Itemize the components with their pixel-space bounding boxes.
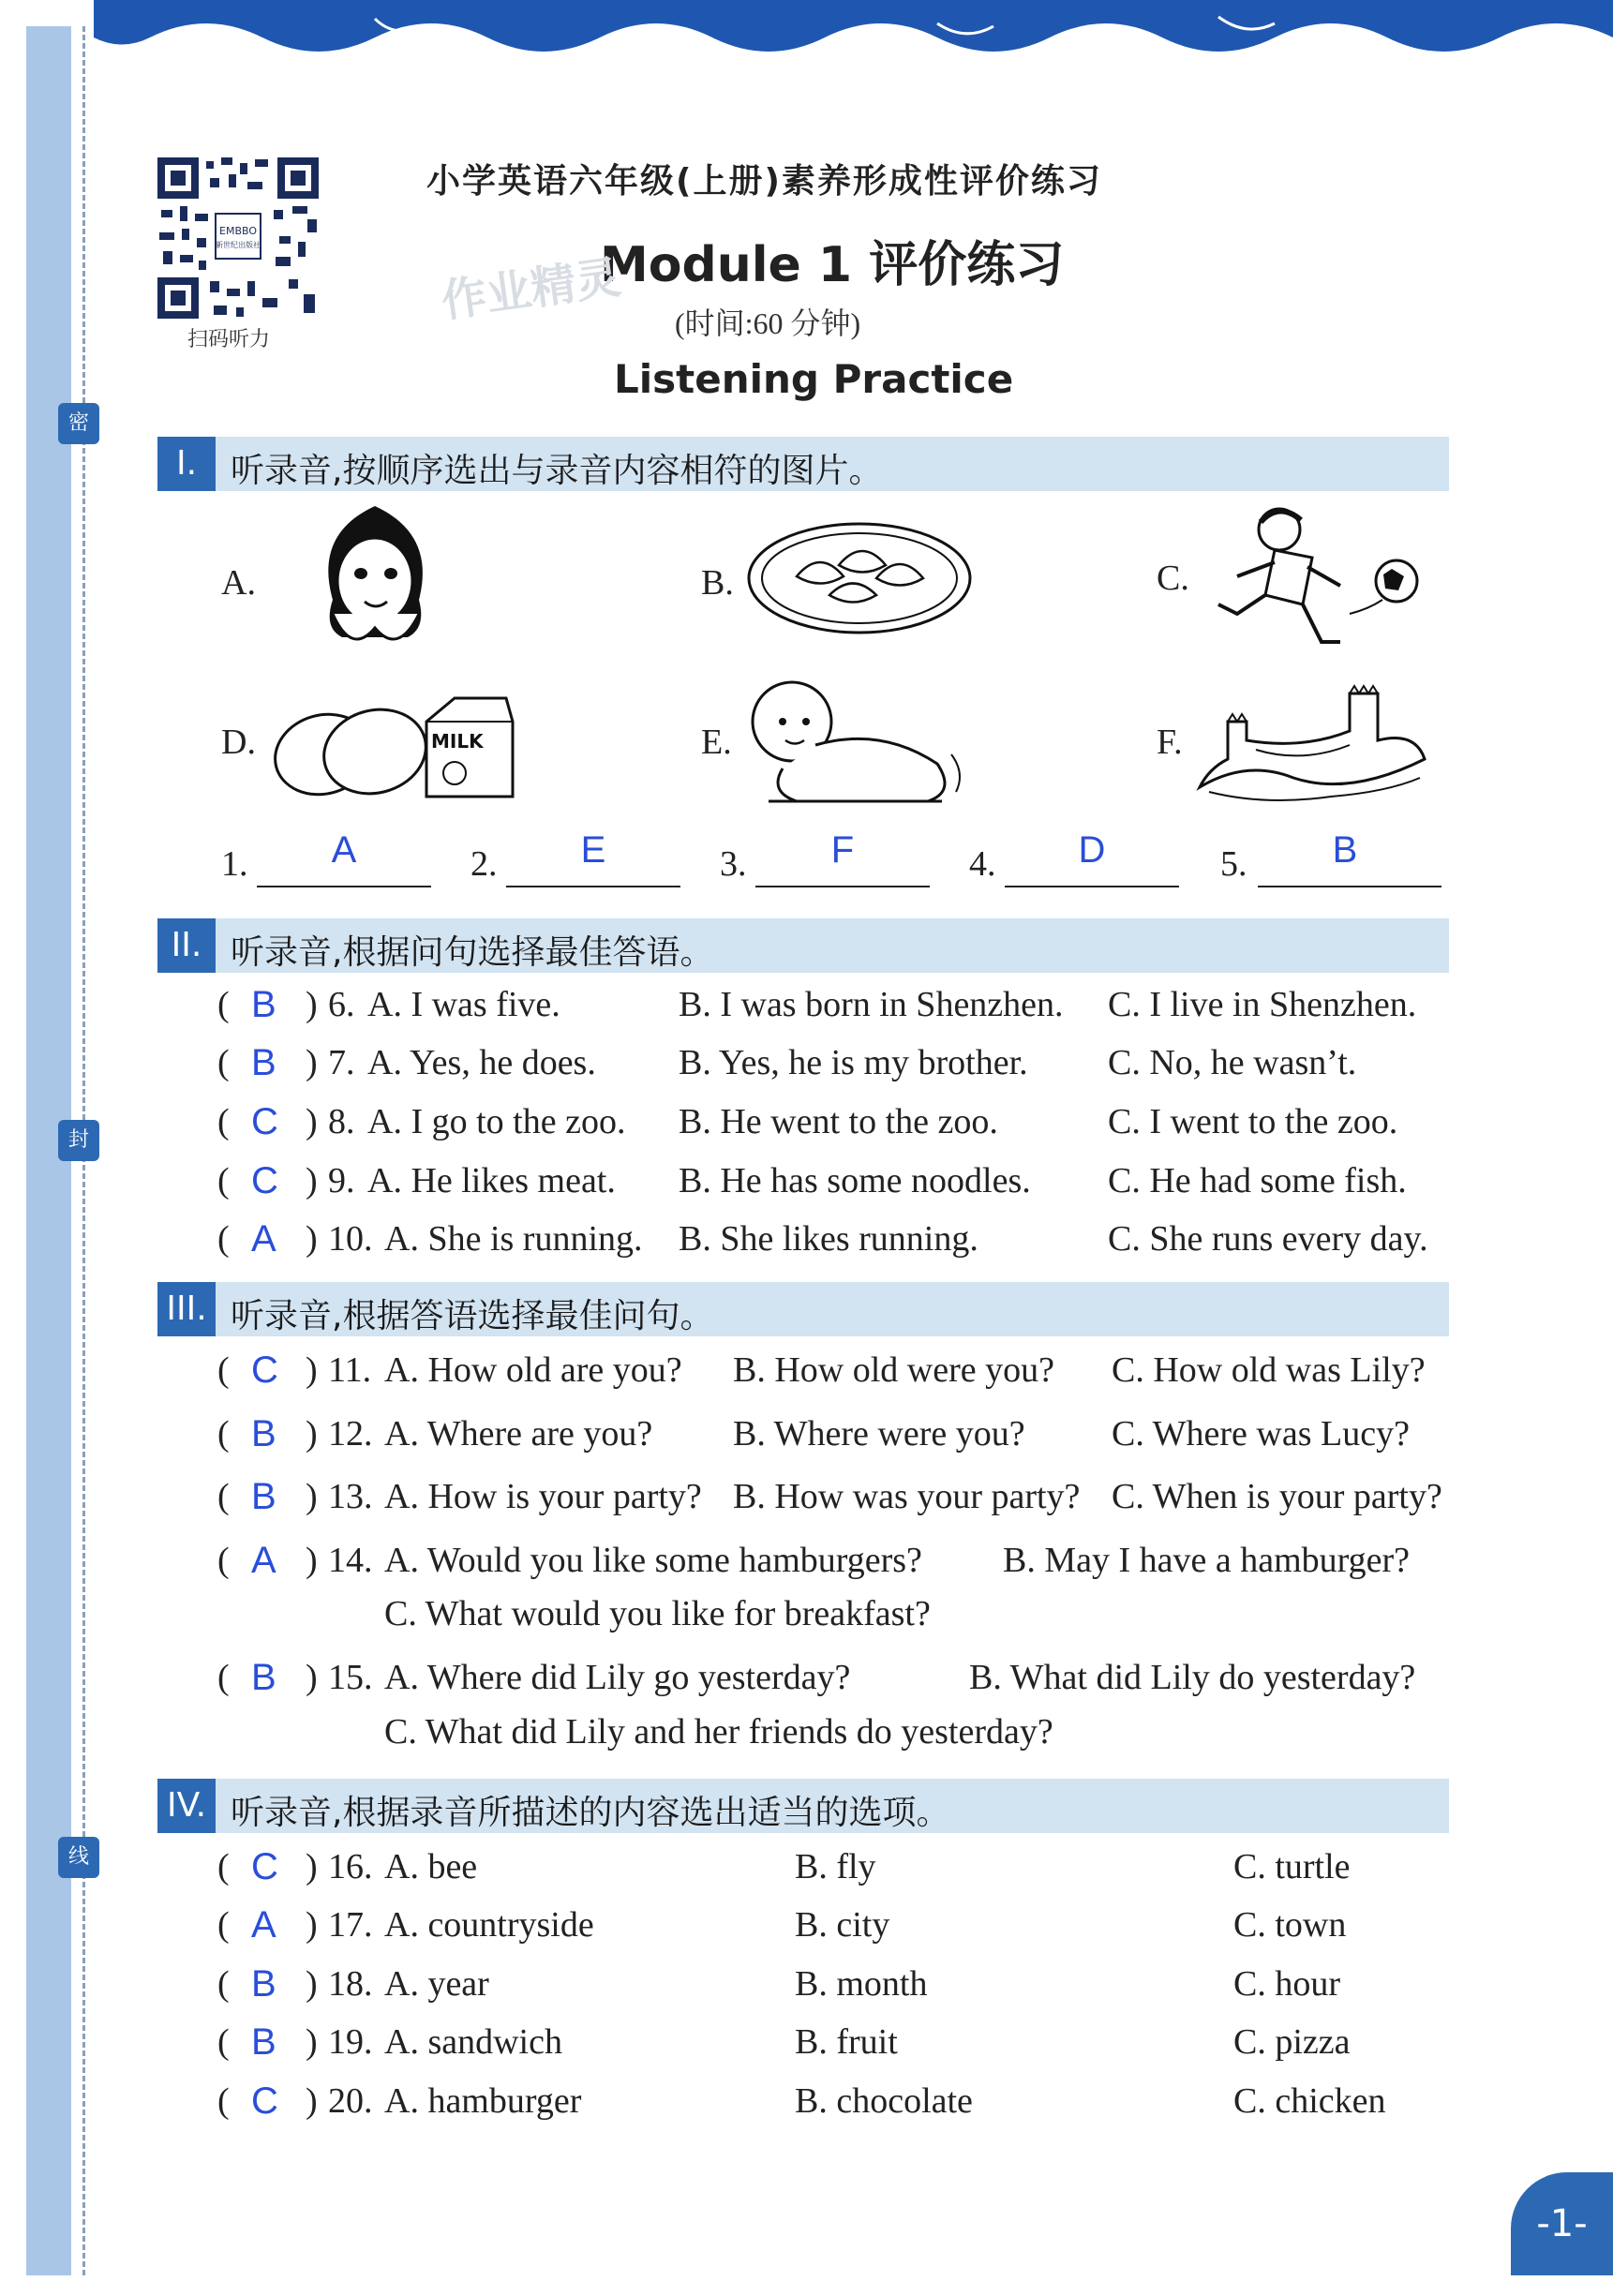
option-a: A. Where did Lily go yesterday? bbox=[384, 1658, 851, 1697]
answer-text: B bbox=[251, 2021, 276, 2063]
answer-text: C bbox=[251, 1846, 278, 1887]
question-number: 10. bbox=[328, 1219, 373, 1259]
option-c: C. What did Lily and her friends do yesterday? bbox=[384, 1712, 1053, 1752]
option-c: C. hour bbox=[1233, 1964, 1340, 2004]
blank-number: 2. bbox=[470, 844, 498, 884]
section-instruction: 听录音,根据问句选择最佳答语。 bbox=[231, 933, 714, 972]
time-label: (时间:60 分钟) bbox=[675, 306, 861, 340]
section-instruction: 听录音,按顺序选出与录音内容相符的图片。 bbox=[231, 452, 883, 490]
option-a: A. Where are you? bbox=[384, 1414, 653, 1454]
question-number: 7. bbox=[328, 1043, 355, 1082]
eggs-milk-icon bbox=[267, 684, 520, 806]
answer-text: A bbox=[331, 829, 357, 871]
answer-text: C bbox=[251, 1160, 278, 1201]
option-c: C. Where was Lucy? bbox=[1112, 1414, 1410, 1454]
section-number: II. bbox=[157, 918, 216, 973]
section-instruction: 听录音,根据答语选择最佳问句。 bbox=[231, 1297, 714, 1335]
option-c: C. town bbox=[1233, 1905, 1347, 1945]
answer-text: E bbox=[580, 829, 606, 871]
question-number: 11. bbox=[328, 1350, 372, 1390]
option-c: C. She runs every day. bbox=[1108, 1219, 1428, 1259]
option-c: C. When is your party? bbox=[1112, 1477, 1442, 1516]
answer-text: C bbox=[251, 1101, 278, 1142]
section-1-header bbox=[157, 437, 1449, 491]
page-number: -1- bbox=[1511, 2172, 1613, 2275]
question-number: 6. bbox=[328, 985, 355, 1024]
answer-text: B bbox=[251, 1657, 276, 1698]
question-number: 18. bbox=[328, 1964, 373, 2004]
answer-blank[interactable] bbox=[1258, 829, 1441, 887]
question-number: 16. bbox=[328, 1847, 373, 1886]
answer-text: C bbox=[251, 2080, 278, 2122]
answer-text: B bbox=[251, 1963, 276, 2005]
option-a: A. countryside bbox=[384, 1905, 594, 1945]
section-2-header bbox=[157, 918, 1449, 973]
question-number: 20. bbox=[328, 2081, 373, 2121]
margin-tag-line: 线 bbox=[58, 1837, 99, 1878]
series-title: 小学英语六年级(上册)素养形成性评价练习 bbox=[426, 162, 1102, 201]
section-4-header bbox=[157, 1779, 1449, 1833]
option-b: B. How was your party? bbox=[733, 1477, 1081, 1516]
answer-text: C bbox=[251, 1349, 278, 1391]
answer-text: B bbox=[251, 984, 276, 1025]
dumplings-plate-icon bbox=[745, 520, 975, 637]
picture-label-d: D. bbox=[221, 723, 256, 762]
svg-text:MILK: MILK bbox=[431, 730, 484, 753]
picture-label-b: B. bbox=[701, 563, 734, 603]
option-b: B. Where were you? bbox=[733, 1414, 1025, 1454]
blank-number: 1. bbox=[221, 844, 248, 884]
option-c: C. No, he wasn’t. bbox=[1108, 1043, 1357, 1082]
option-b: B. May I have a hamburger? bbox=[1003, 1541, 1411, 1580]
option-a: A. sandwich bbox=[384, 2022, 562, 2062]
option-b: B. How old were you? bbox=[733, 1350, 1054, 1390]
qr-label: 扫码听力 bbox=[187, 328, 271, 351]
option-b: B. I was born in Shenzhen. bbox=[679, 985, 1064, 1024]
answer-blank[interactable] bbox=[755, 829, 930, 887]
option-c: C. How old was Lily? bbox=[1112, 1350, 1426, 1390]
option-c: C. I went to the zoo. bbox=[1108, 1102, 1398, 1141]
section-3-header bbox=[157, 1282, 1449, 1336]
option-b: B. fly bbox=[795, 1847, 876, 1886]
option-b: B. fruit bbox=[795, 2022, 898, 2062]
blank-number: 4. bbox=[969, 844, 996, 884]
margin-tag-seal: 密 bbox=[58, 403, 99, 444]
answer-text: B bbox=[251, 1476, 276, 1517]
option-a: A. He likes meat. bbox=[367, 1161, 616, 1200]
svg-text:新世纪出版社: 新世纪出版社 bbox=[216, 241, 261, 249]
option-a: A. How old are you? bbox=[384, 1350, 682, 1390]
great-wall-icon bbox=[1190, 675, 1434, 811]
watermark: 作业精灵 bbox=[438, 250, 624, 329]
blank-number: 5. bbox=[1220, 844, 1247, 884]
option-c: C. turtle bbox=[1233, 1847, 1351, 1886]
option-b: B. city bbox=[795, 1905, 890, 1945]
answer-text: A bbox=[251, 1218, 276, 1260]
question-number: 19. bbox=[328, 2022, 373, 2062]
svg-text:EMBBO: EMBBO bbox=[219, 225, 257, 237]
option-a: A. How is your party? bbox=[384, 1477, 702, 1516]
question-number: 17. bbox=[328, 1905, 373, 1945]
picture-label-e: E. bbox=[701, 723, 732, 762]
answer-text: D bbox=[1078, 829, 1106, 871]
option-b: B. He went to the zoo. bbox=[679, 1102, 998, 1141]
section-number: I. bbox=[157, 437, 216, 491]
option-c: C. What would you like for breakfast? bbox=[384, 1594, 931, 1633]
picture-label-f: F. bbox=[1157, 723, 1183, 762]
option-a: A. She is running. bbox=[384, 1219, 643, 1259]
option-a: A. I was five. bbox=[367, 985, 560, 1024]
option-b: B. month bbox=[795, 1964, 928, 2004]
option-c: C. chicken bbox=[1233, 2081, 1386, 2121]
picture-label-a: A. bbox=[221, 563, 256, 603]
section-instruction: 听录音,根据录音所描述的内容选出适当的选项。 bbox=[231, 1794, 950, 1832]
option-c: C. He had some fish. bbox=[1108, 1161, 1407, 1200]
qr-code-icon[interactable] bbox=[157, 157, 319, 319]
option-b: B. He has some noodles. bbox=[679, 1161, 1031, 1200]
option-b: B. Yes, he is my brother. bbox=[679, 1043, 1028, 1082]
module-title: Module 1 评价练习 bbox=[600, 237, 1065, 293]
top-wave-decoration bbox=[94, 0, 1613, 66]
practice-title: Listening Practice bbox=[614, 356, 1014, 402]
picture-label-c: C. bbox=[1157, 559, 1189, 598]
option-b: B. What did Lily do yesterday? bbox=[969, 1658, 1416, 1697]
option-a: A. hamburger bbox=[384, 2081, 582, 2121]
question-number: 13. bbox=[328, 1477, 373, 1516]
answer-text: B bbox=[1332, 829, 1358, 871]
question-number: 14. bbox=[328, 1541, 373, 1580]
answer-text: A bbox=[251, 1540, 276, 1581]
answer-text: B bbox=[251, 1413, 276, 1454]
question-number: 8. bbox=[328, 1102, 355, 1141]
option-a: A. Yes, he does. bbox=[367, 1043, 596, 1082]
question-number: 12. bbox=[328, 1414, 373, 1454]
answer-text: A bbox=[251, 1904, 276, 1946]
option-b: B. She likes running. bbox=[679, 1219, 978, 1259]
option-c: C. pizza bbox=[1233, 2022, 1351, 2062]
question-number: 9. bbox=[328, 1161, 355, 1200]
girl-face-icon bbox=[305, 497, 445, 661]
answer-blank[interactable] bbox=[506, 829, 680, 887]
option-a: A. I go to the zoo. bbox=[367, 1102, 626, 1141]
blank-number: 3. bbox=[720, 844, 747, 884]
section-number: III. bbox=[157, 1282, 216, 1336]
baby-crawling-icon bbox=[740, 670, 975, 811]
section-number: IV. bbox=[157, 1779, 216, 1833]
question-number: 15. bbox=[328, 1658, 373, 1697]
option-a: A. bee bbox=[384, 1847, 478, 1886]
answer-blank[interactable] bbox=[1005, 829, 1179, 887]
boy-football-icon bbox=[1200, 501, 1425, 656]
option-a: A. Would you like some hamburgers? bbox=[384, 1541, 922, 1580]
answer-text: F bbox=[830, 829, 855, 871]
margin-tag-envelope: 封 bbox=[58, 1120, 99, 1161]
answer-blank[interactable] bbox=[257, 829, 431, 887]
answer-text: B bbox=[251, 1042, 276, 1083]
option-b: B. chocolate bbox=[795, 2081, 973, 2121]
option-c: C. I live in Shenzhen. bbox=[1108, 985, 1417, 1024]
option-a: A. year bbox=[384, 1964, 489, 2004]
